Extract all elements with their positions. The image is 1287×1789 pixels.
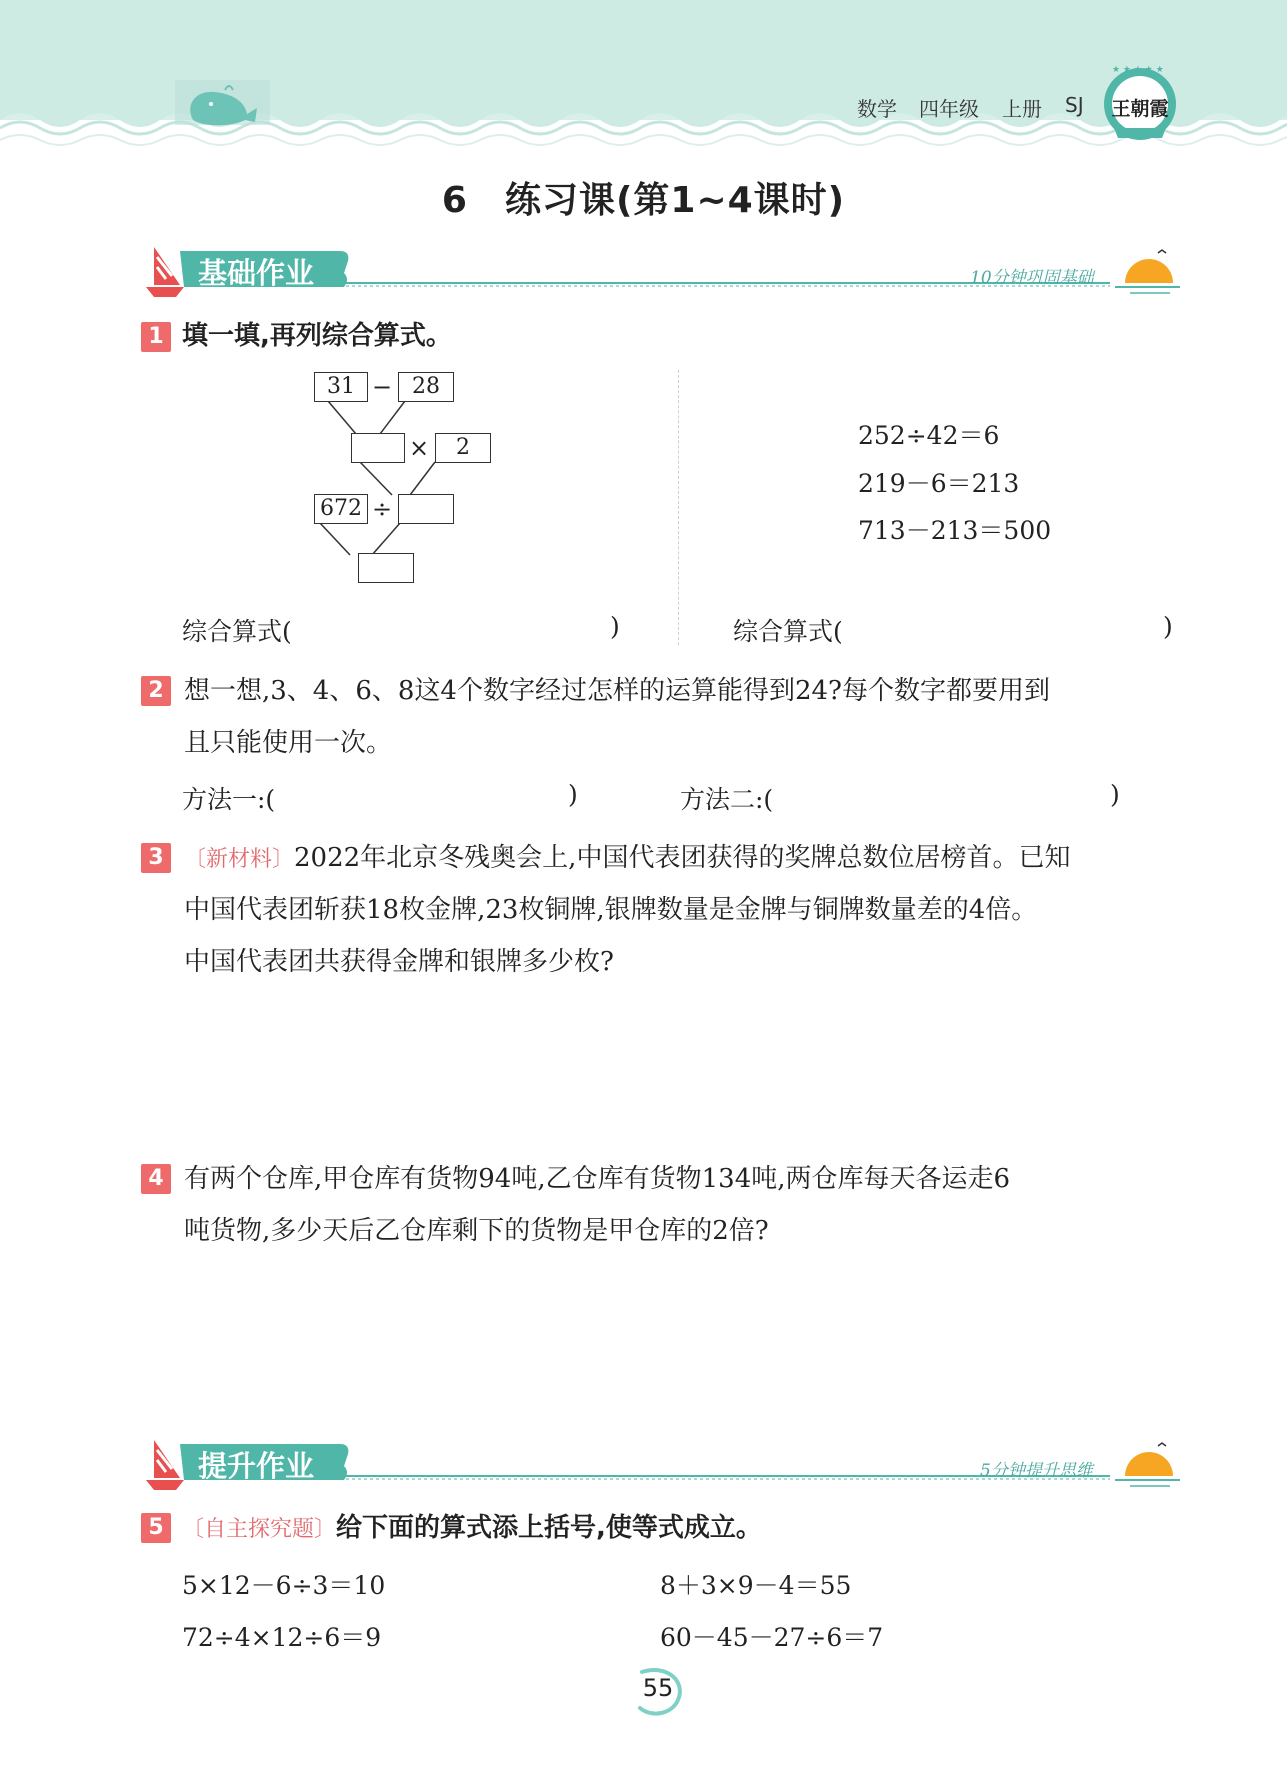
question-2-line-2: 且只能使用一次。: [184, 728, 393, 758]
q1-formula-right-label: 综合算式(: [733, 617, 843, 646]
q2-method-1-close: ): [568, 780, 578, 809]
question-3-line-1: [184, 832, 1070, 886]
q5-equation-1[interactable]: 5×12－6÷3＝10: [182, 1571, 386, 1600]
q5-equation-2[interactable]: 8＋3×9－4＝55: [660, 1571, 852, 1600]
question-number-2: 2: [141, 676, 171, 706]
q1-formula-left-answer[interactable]: [310, 610, 600, 646]
question-2-line-1: 想一想,3、4、6、8这4个数字经过怎样的运算能得到24?每个数字都要用到: [184, 676, 1050, 706]
section-advanced-label: 提升作业: [198, 1449, 315, 1483]
section-basic-time: 10分钟巩固基础: [970, 268, 1094, 288]
section-advanced-time: 5分钟提升思维: [980, 1461, 1093, 1481]
q1-divider: [678, 370, 679, 645]
q3-answer-area[interactable]: [184, 1000, 1174, 1150]
tree-box-b: 28: [398, 372, 454, 402]
logo-text: 王朝霞: [1111, 98, 1169, 120]
header-grade: 四年级: [919, 97, 979, 121]
header-edition: SJ: [1065, 93, 1084, 117]
tree-box-blank-3[interactable]: [358, 553, 414, 583]
section-banner-advanced: [140, 1436, 1180, 1496]
q2-method-2-close: ): [1110, 780, 1120, 809]
tree-op-divide: ÷: [372, 495, 393, 523]
question-number-1: 1: [141, 322, 171, 352]
q1-formula-left-label: 综合算式(: [182, 617, 292, 646]
q1-equation-1: 252÷42＝6: [858, 421, 1000, 450]
whale-icon: [175, 80, 275, 130]
q5-tag: 〔自主探究题〕: [182, 1517, 337, 1542]
q4-answer-area[interactable]: [184, 1270, 1174, 1420]
q5-text: 给下面的算式添上括号,使等式成立。: [336, 1513, 762, 1543]
svg-text:★ ★ ★ ★ ★: ★ ★ ★ ★ ★: [1112, 65, 1164, 75]
section-banner-basic: [140, 243, 1180, 303]
section-basic-label: 基础作业: [198, 256, 315, 290]
page-number: 55: [642, 1674, 674, 1702]
q1-formula-left-close: ): [610, 612, 620, 641]
tree-op-times: ×: [409, 434, 430, 462]
q2-method-1-label: 方法一:(: [182, 785, 276, 814]
q2-method-1-answer[interactable]: [300, 778, 560, 814]
q5-equation-3[interactable]: 72÷4×12÷6＝9: [182, 1623, 382, 1652]
question-number-5: 5: [141, 1513, 171, 1543]
q3-tag: 〔新材料〕: [184, 847, 295, 872]
q5-equation-4[interactable]: 60－45－27÷6＝7: [660, 1623, 884, 1652]
question-5-line: [182, 1502, 762, 1556]
tree-box-d: 672: [314, 494, 368, 524]
header-volume: 上册: [1002, 97, 1042, 121]
question-3-line-2: 中国代表团斩获18枚金牌,23枚铜牌,银牌数量是金牌与铜牌数量差的4倍。: [184, 895, 1038, 925]
q1-equation-2: 219－6＝213: [858, 469, 1020, 498]
tree-box-blank-2[interactable]: [398, 494, 454, 524]
q1-formula-right-close: ): [1163, 612, 1173, 641]
q2-method-2-answer[interactable]: [798, 778, 1098, 814]
q1-equation-3: 713－213＝500: [858, 516, 1052, 545]
page-title: 6 练习课(第1~4课时): [441, 180, 846, 221]
question-number-3: 3: [141, 843, 171, 873]
tree-box-blank-1[interactable]: [351, 433, 405, 463]
question-3-line-3: 中国代表团共获得金牌和银牌多少枚?: [184, 947, 614, 977]
tree-box-c: 2: [435, 433, 491, 463]
question-number-4: 4: [141, 1164, 171, 1194]
tree-box-a: 31: [314, 372, 368, 402]
logo-badge: [1100, 62, 1180, 142]
q3-line-1-text: 2022年北京冬残奥会上,中国代表团获得的奖牌总数位居榜首。已知: [294, 843, 1071, 873]
question-1-text: 填一填,再列综合算式。: [182, 321, 452, 351]
q1-formula-right-answer[interactable]: [862, 610, 1152, 646]
q2-method-2-label: 方法二:(: [680, 785, 774, 814]
question-4-line-1: 有两个仓库,甲仓库有货物94吨,乙仓库有货物134吨,两仓库每天各运走6: [184, 1164, 1011, 1194]
question-4-line-2: 吨货物,多少天后乙仓库剩下的货物是甲仓库的2倍?: [184, 1216, 769, 1246]
tree-op-minus: −: [372, 373, 393, 401]
header-subject: 数学: [857, 97, 897, 121]
